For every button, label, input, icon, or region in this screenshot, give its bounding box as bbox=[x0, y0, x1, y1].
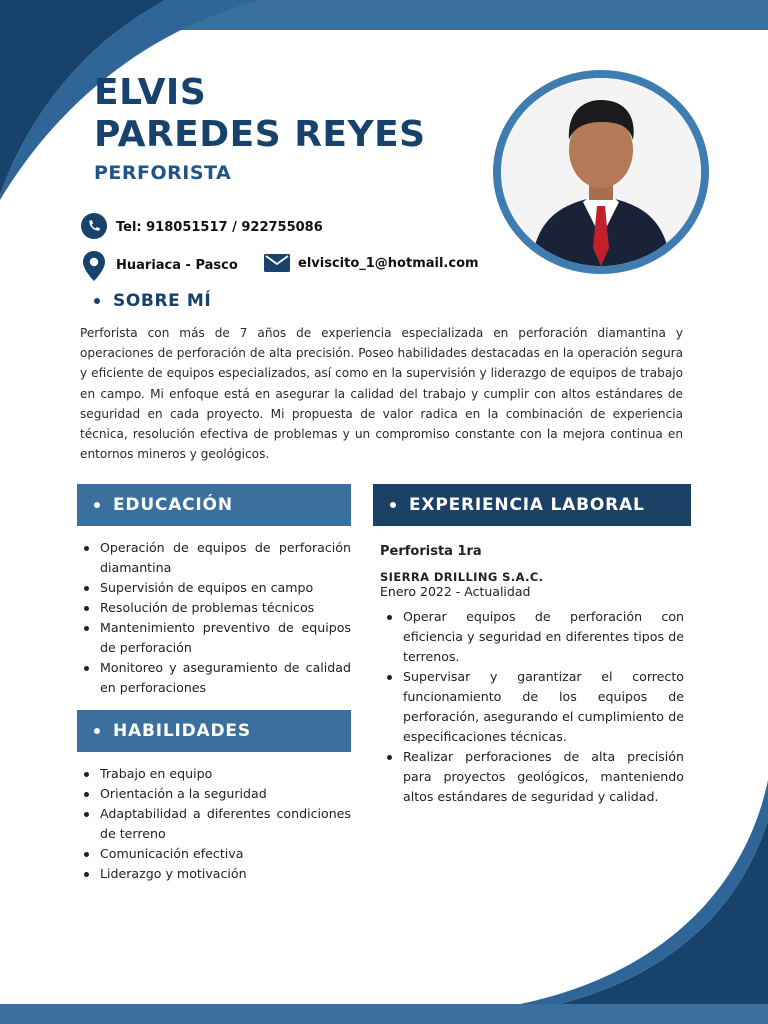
candidate-name bbox=[94, 72, 426, 156]
location-pin-icon bbox=[81, 250, 107, 282]
experience-heading-label: EXPERIENCIA LABORAL bbox=[409, 495, 645, 515]
bullet-icon bbox=[94, 502, 100, 508]
list-item: Liderazgo y motivación bbox=[78, 864, 351, 884]
about-heading bbox=[94, 291, 211, 311]
list-item: Resolución de problemas técnicos bbox=[78, 598, 351, 618]
list-item: Trabajo en equipo bbox=[78, 764, 351, 784]
job-period: Enero 2022 - Actualidad bbox=[380, 584, 531, 599]
email-link[interactable]: elviscito_1@hotmail.com bbox=[298, 256, 479, 271]
list-item: Comunicación efectiva bbox=[78, 844, 351, 864]
first-name: ELVIS bbox=[94, 72, 207, 113]
list-item: Operación de equipos de perforación diamantina bbox=[78, 538, 351, 578]
job-title: Perforista 1ra bbox=[380, 544, 482, 559]
last-name: PAREDES REYES bbox=[94, 114, 426, 155]
list-item: Orientación a la seguridad bbox=[78, 784, 351, 804]
location-text: Huariaca - Pasco bbox=[116, 258, 238, 273]
envelope-icon bbox=[264, 254, 290, 272]
about-text: Perforista con más de 7 años de experiencia especializada en perforación diamantina y operaciones de perforación de alta precisión. Poseo habilidades destacadas en la operación segura y eficiente de equipos especializados, así como en la supervisión y liderazgo de equipos de trabajo en campo. Mi enfoque está en asegurar la calidad del trabajo y cumplir con altos estándares de seguridad en cada proyecto. Mi propuesta de valor radica en la combinación de experiencia técnica, resolución efectiva de problemas y un compromiso constante con la mejora continua en entornos mineros y geológicos. bbox=[80, 326, 683, 462]
experience-list bbox=[381, 607, 684, 807]
list-item: Supervisión de equipos en campo bbox=[78, 578, 351, 598]
list-item: Adaptabilidad a diferentes condiciones de terreno bbox=[78, 804, 351, 844]
profile-photo bbox=[501, 78, 701, 266]
skills-heading-label: HABILIDADES bbox=[113, 721, 251, 741]
job-role: PERFORISTA bbox=[94, 162, 232, 184]
skills-list bbox=[78, 764, 351, 884]
list-item: Mantenimiento preventivo de equipos de perforación bbox=[78, 618, 351, 658]
about-heading-label: SOBRE MÍ bbox=[113, 291, 212, 311]
phone-icon bbox=[81, 213, 107, 239]
list-item: Monitoreo y aseguramiento de calidad en perforaciones bbox=[78, 658, 351, 698]
bullet-icon bbox=[94, 728, 100, 734]
list-item: Supervisar y garantizar el correcto funcionamiento de los equipos de perforación, asegurando el cumplimiento de especificaciones técnicas. bbox=[381, 667, 684, 747]
education-heading-bar bbox=[77, 484, 351, 526]
skills-heading-bar bbox=[77, 710, 351, 752]
education-heading-label: EDUCACIÓN bbox=[113, 495, 233, 515]
education-list bbox=[78, 538, 351, 698]
company-name: SIERRA DRILLING S.A.C. bbox=[380, 570, 544, 584]
list-item: Realizar perforaciones de alta precisión para proyectos geológicos, manteniendo altos estándares de seguridad y calidad. bbox=[381, 747, 684, 807]
list-item: Operar equipos de perforación con eficiencia y seguridad en diferentes tipos de terrenos. bbox=[381, 607, 684, 667]
phone-number[interactable]: Tel: 918051517 / 922755086 bbox=[116, 220, 323, 235]
experience-heading-bar bbox=[373, 484, 691, 526]
bullet-icon bbox=[390, 502, 396, 508]
bullet-icon bbox=[94, 298, 100, 304]
